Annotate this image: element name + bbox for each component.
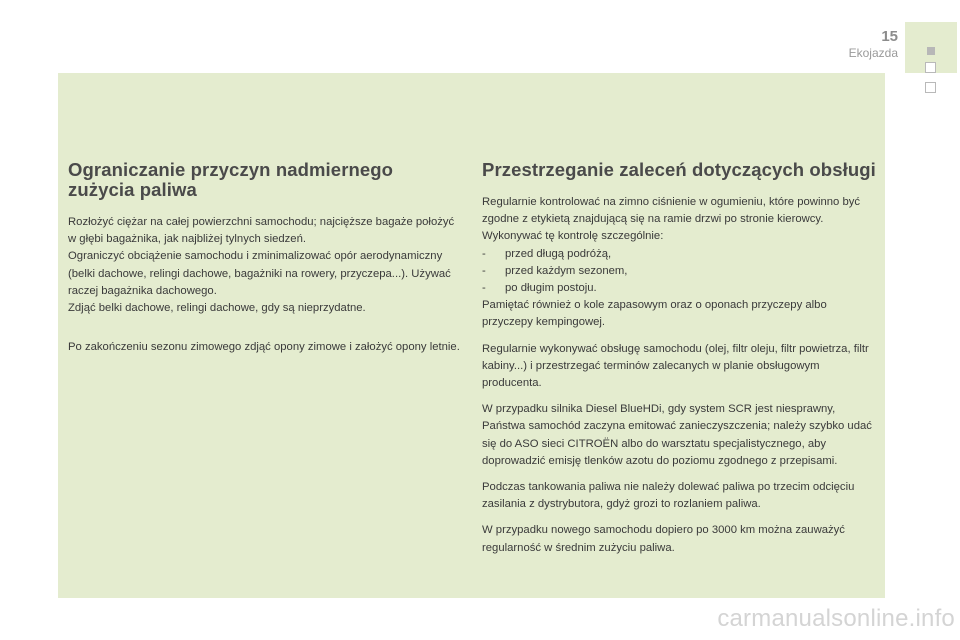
nav-box-1[interactable] bbox=[925, 62, 936, 73]
left-paragraph: Po zakończeniu sezonu zimowego zdjąć opony zimowe i założyć opony letnie. bbox=[68, 341, 460, 354]
section-marker-icon bbox=[927, 47, 935, 55]
checks-list bbox=[482, 246, 878, 298]
page-number: 15 bbox=[881, 28, 898, 45]
right-paragraph: Podczas tankowania paliwa nie należy dolewać paliwa po trzecim odcięciu zasilania z dystrybutora, gdyż grozi to rozlaniem paliwa. bbox=[482, 481, 855, 511]
section-label: Ekojazda bbox=[848, 46, 898, 60]
right-paragraph: Regularnie kontrolować na zimno ciśnienie w ogumieniu, które powinno być zgodne z etykietą znajdującą się na ramie drzwi po stronie kierowcy. bbox=[482, 196, 861, 226]
right-heading: Przestrzeganie zaleceń dotyczących obsługi bbox=[482, 159, 876, 180]
right-paragraph: W przypadku nowego samochodu dopiero po 3000 km można zauważyć regularność w średnim zużyciu paliwa. bbox=[482, 524, 845, 554]
list-item: - przed długą podróżą, bbox=[482, 247, 612, 260]
right-paragraph: Regularnie wykonywać obsługę samochodu (olej, filtr oleju, filtr powietrza, filtr kabiny...) i przestrzegać terminów zalecanych w planie obsługowym producenta. bbox=[482, 342, 869, 390]
right-paragraph: W przypadku silnika Diesel BlueHDi, gdy system SCR jest niesprawny, Państwa samochód zaczyna emitować zanieczyszczenia; należy szybko udać się do ASO sieci CITROËN albo do warsztatu specjalistycznego, aby doprowadzić emisję tlenków azotu do poziomu zgodnego z przepisami. bbox=[482, 403, 872, 467]
right-paragraph: Wykonywać tę kontrolę szczególnie: bbox=[482, 230, 664, 243]
left-paragraph: Ograniczyć obciążenie samochodu i zminimalizować opór aerodynamiczny (belki dachowe, relingi dachowe, bagażniki na rowery, przyczepa...). Używać raczej bagażnika dachowego. bbox=[68, 250, 451, 297]
list-item: - przed każdym sezonem, bbox=[482, 264, 628, 277]
left-heading: Ograniczanie przyczyn nadmiernego zużycia paliwa bbox=[68, 159, 394, 200]
nav-box-2[interactable] bbox=[925, 82, 936, 93]
watermark: carmanualsonline.info bbox=[717, 605, 955, 632]
right-paragraph: Pamiętać również o kole zapasowym oraz o oponach przyczepy albo przyczepy kempingowej. bbox=[482, 299, 827, 329]
left-paragraph: Rozłożyć ciężar na całej powierzchni samochodu; najcięższe bagaże położyć w głębi bagażnika, jak najbliżej tylnych siedzeń. bbox=[68, 216, 455, 246]
right-column bbox=[482, 160, 878, 566]
list-item: - po długim postoju. bbox=[482, 282, 597, 295]
left-paragraph: Zdjąć belki dachowe, relingi dachowe, gdy są nieprzydatne. bbox=[68, 302, 366, 315]
left-column bbox=[68, 160, 463, 365]
